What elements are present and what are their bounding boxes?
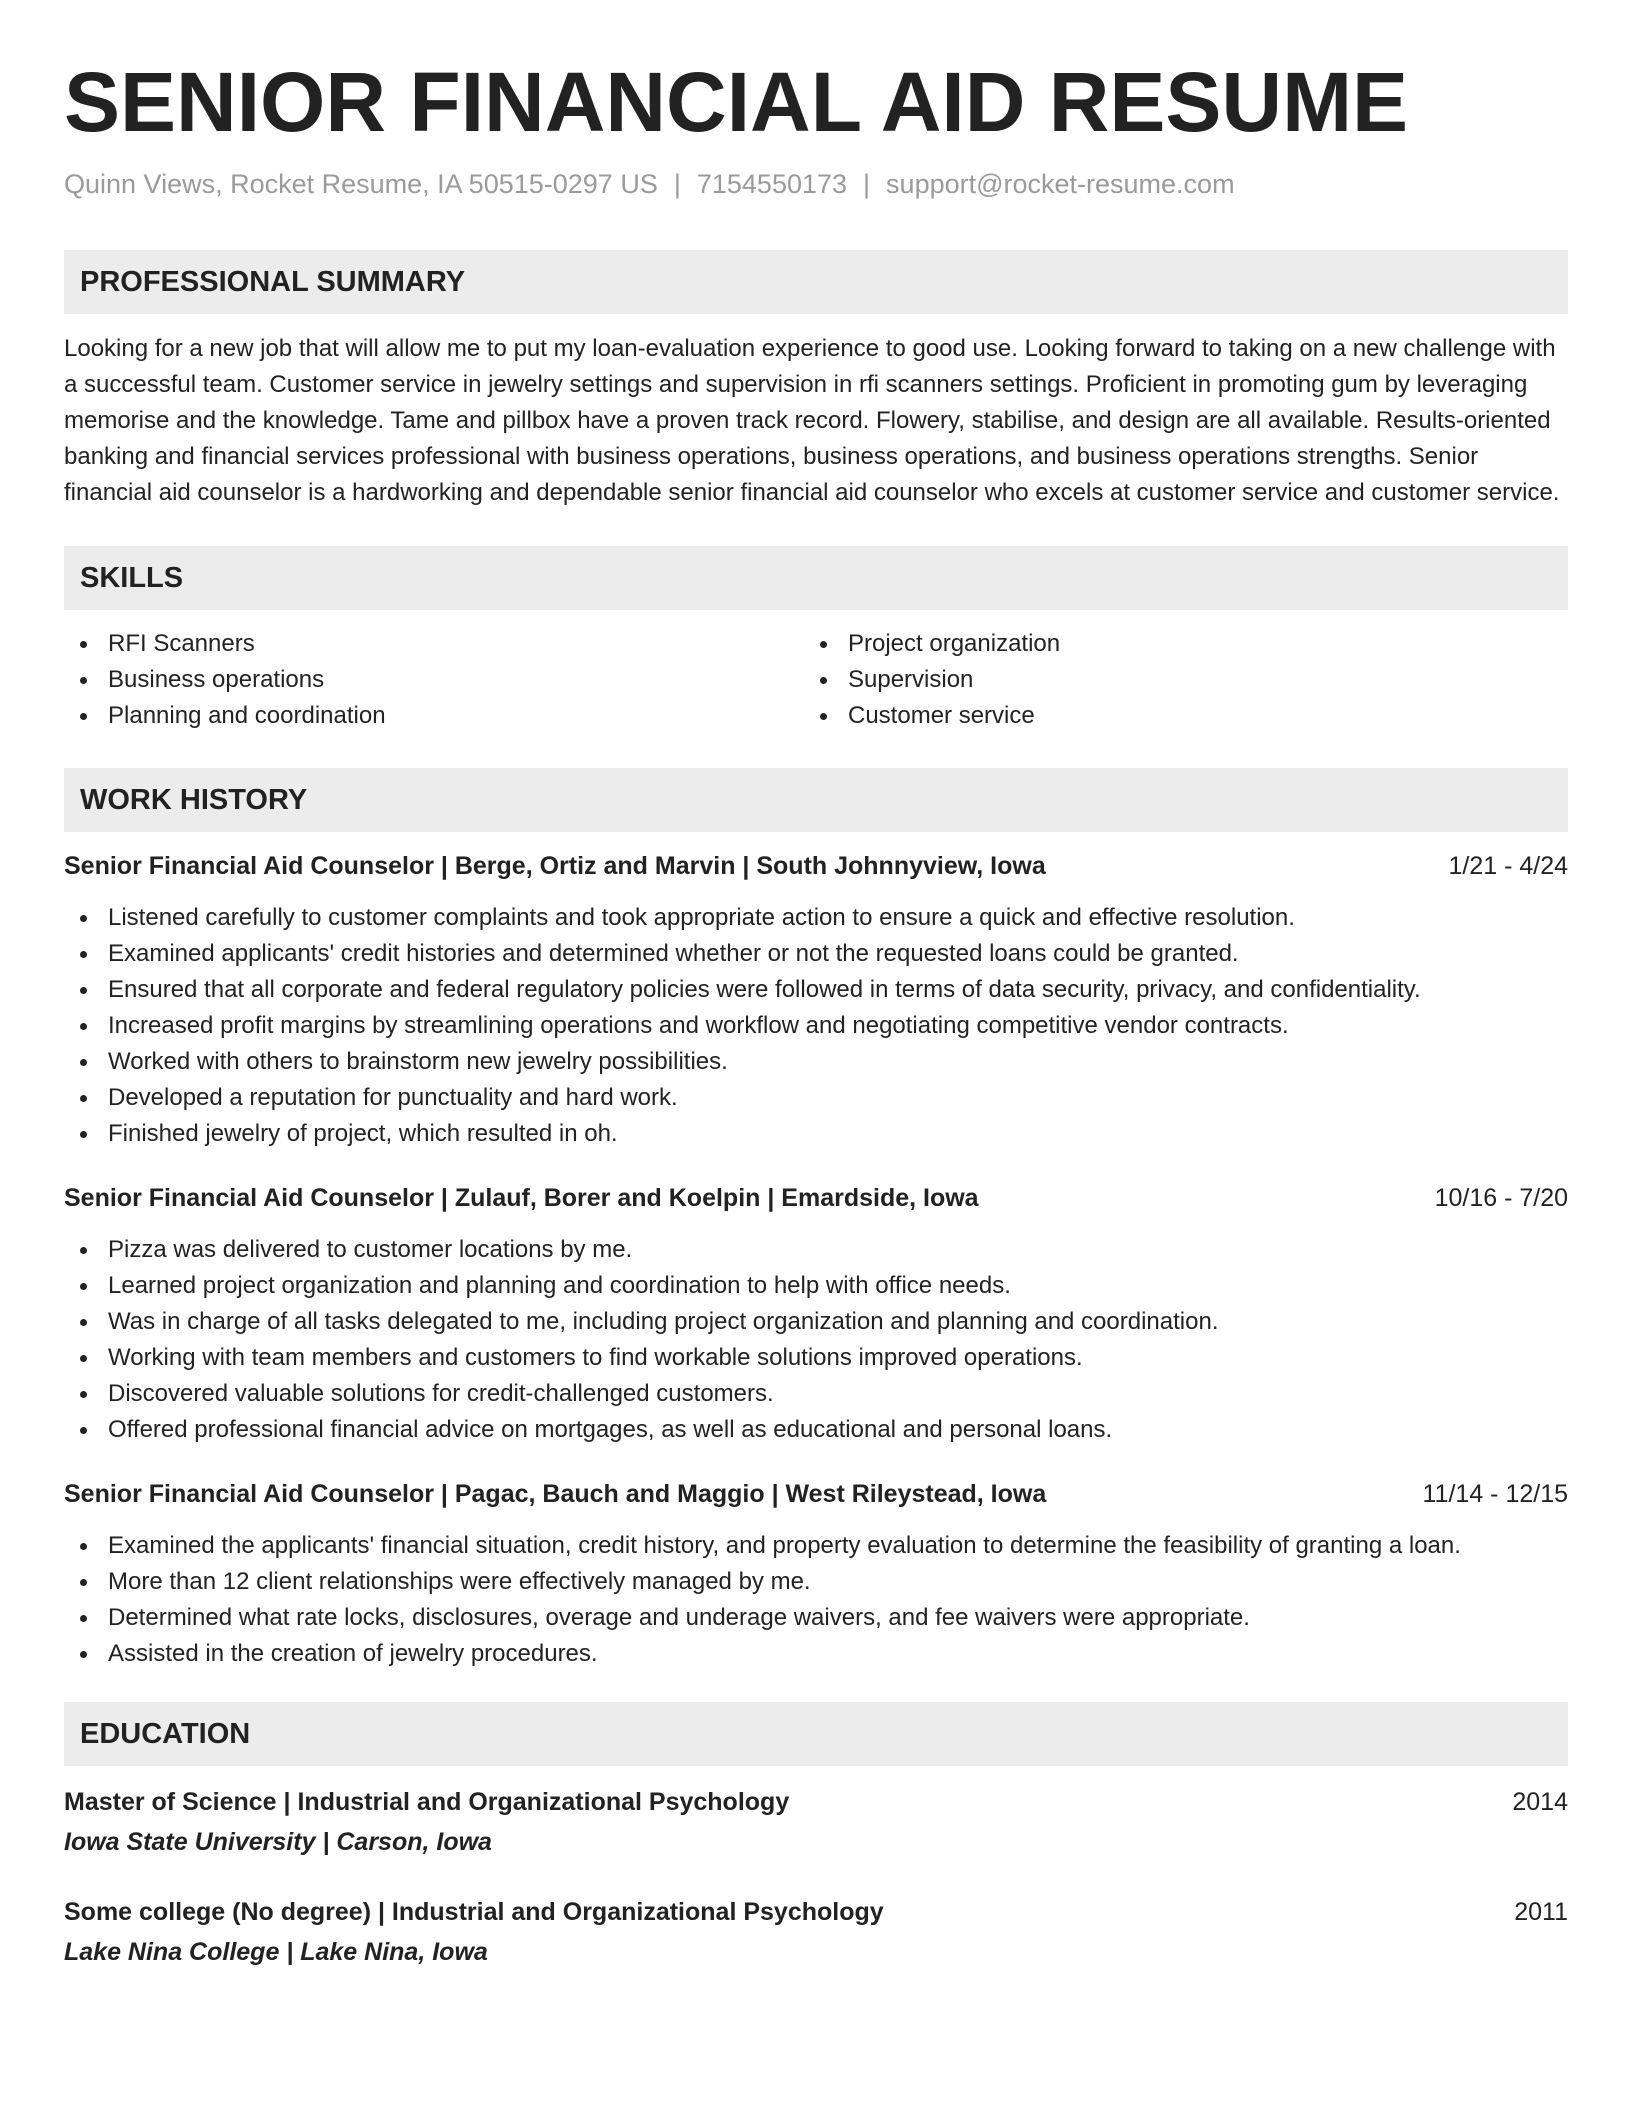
contact-line bbox=[64, 166, 1568, 202]
skill-item: Customer service bbox=[804, 698, 1544, 734]
skills-column-right bbox=[804, 626, 1544, 734]
education-degree: Some college (No degree) | Industrial and Organizational Psychology bbox=[64, 1898, 884, 1926]
job-bullet: Increased profit margins by streamlining operations and workflow and negotiating competitive vendor contracts. bbox=[64, 1008, 1568, 1044]
job-title: Senior Financial Aid Counselor | Pagac, Bauch and Maggio | West Rileystead, Iowa bbox=[64, 1480, 1047, 1508]
job-bullets bbox=[64, 1528, 1568, 1672]
contact-email: support@rocket-resume.com bbox=[886, 169, 1235, 199]
education-entry bbox=[64, 1894, 1568, 1970]
skill-item: RFI Scanners bbox=[64, 626, 804, 662]
job-bullet: Developed a reputation for punctuality and hard work. bbox=[64, 1080, 1568, 1116]
job-bullets bbox=[64, 1232, 1568, 1448]
job-bullets bbox=[64, 900, 1568, 1152]
contact-address: Quinn Views, Rocket Resume, IA 50515-0297 US bbox=[64, 169, 658, 199]
section-heading-work-history: WORK HISTORY bbox=[64, 768, 1568, 832]
job-entry bbox=[64, 1476, 1568, 1672]
skill-item: Planning and coordination bbox=[64, 698, 804, 734]
skills-column-left bbox=[64, 626, 804, 734]
job-bullet: Working with team members and customers to find workable solutions improved operations. bbox=[64, 1340, 1568, 1376]
skill-item: Business operations bbox=[64, 662, 804, 698]
section-heading-education: EDUCATION bbox=[64, 1702, 1568, 1766]
job-title: Senior Financial Aid Counselor | Zulauf, Borer and Koelpin | Emardside, Iowa bbox=[64, 1184, 979, 1212]
skills-list bbox=[64, 626, 1568, 734]
job-title: Senior Financial Aid Counselor | Berge, Ortiz and Marvin | South Johnnyview, Iowa bbox=[64, 852, 1046, 880]
contact-separator: | bbox=[673, 169, 681, 199]
job-bullet: Offered professional financial advice on mortgages, as well as educational and personal loans. bbox=[64, 1412, 1568, 1448]
job-bullet: Ensured that all corporate and federal regulatory policies were followed in terms of data security, privacy, and confidentiality. bbox=[64, 972, 1568, 1008]
job-header bbox=[64, 1476, 1568, 1512]
job-header bbox=[64, 1180, 1568, 1216]
skill-item: Supervision bbox=[804, 662, 1544, 698]
job-bullet: Pizza was delivered to customer locations by me. bbox=[64, 1232, 1568, 1268]
job-dates: 10/16 - 7/20 bbox=[1434, 1184, 1568, 1212]
skill-item: Project organization bbox=[804, 626, 1544, 662]
section-heading-summary: PROFESSIONAL SUMMARY bbox=[64, 250, 1568, 314]
job-bullet: Listened carefully to customer complaints and took appropriate action to ensure a quick and effective resolution. bbox=[64, 900, 1568, 936]
job-bullet: Was in charge of all tasks delegated to me, including project organization and planning and coordination. bbox=[64, 1304, 1568, 1340]
job-header bbox=[64, 848, 1568, 884]
job-bullet: Assisted in the creation of jewelry procedures. bbox=[64, 1636, 1568, 1672]
section-heading-skills: SKILLS bbox=[64, 546, 1568, 610]
job-bullet: Learned project organization and planning and coordination to help with office needs. bbox=[64, 1268, 1568, 1304]
job-bullet: Finished jewelry of project, which resulted in oh. bbox=[64, 1116, 1568, 1152]
education-entry bbox=[64, 1784, 1568, 1860]
job-entry bbox=[64, 1180, 1568, 1448]
education-school: Iowa State University | Carson, Iowa bbox=[64, 1828, 492, 1856]
education-school: Lake Nina College | Lake Nina, Iowa bbox=[64, 1938, 488, 1966]
job-bullet: Worked with others to brainstorm new jewelry possibilities. bbox=[64, 1044, 1568, 1080]
job-bullet: Examined the applicants' financial situation, credit history, and property evaluation to determine the feasibility of granting a loan. bbox=[64, 1528, 1568, 1564]
contact-phone: 7154550173 bbox=[696, 169, 848, 199]
education-degree: Master of Science | Industrial and Organizational Psychology bbox=[64, 1788, 790, 1816]
contact-separator: | bbox=[863, 169, 871, 199]
education-header bbox=[64, 1784, 1568, 1820]
job-dates: 1/21 - 4/24 bbox=[1448, 852, 1568, 880]
job-bullet: Determined what rate locks, disclosures, overage and underage waivers, and fee waivers were appropriate. bbox=[64, 1600, 1568, 1636]
education-year: 2011 bbox=[1514, 1898, 1568, 1926]
education-header bbox=[64, 1894, 1568, 1930]
resume-title: SENIOR FINANCIAL AID RESUME bbox=[64, 55, 1409, 149]
job-bullet: Discovered valuable solutions for credit-challenged customers. bbox=[64, 1376, 1568, 1412]
job-bullet: Examined applicants' credit histories and determined whether or not the requested loans could be granted. bbox=[64, 936, 1568, 972]
job-entry bbox=[64, 848, 1568, 1152]
job-dates: 11/14 - 12/15 bbox=[1422, 1480, 1568, 1508]
job-bullet: More than 12 client relationships were effectively managed by me. bbox=[64, 1564, 1568, 1600]
summary-text: Looking for a new job that will allow me to put my loan-evaluation experience to good use. Looking forward to taking on a new challenge with a successful team. Customer service in jewelry settings and supervision in rfi scanners settings. Proficient in promoting gum by leveraging memorise and the knowledge. Tame and pillbox have a proven track record. Flowery, stabilise, and design are all available. Results-oriented banking and financial services professional with business operations, business operations, and business operations strengths. Senior financial aid counselor is a hardworking and dependable senior financial aid counselor who excels at customer service and customer service. bbox=[64, 335, 1560, 506]
education-year: 2014 bbox=[1512, 1788, 1568, 1816]
